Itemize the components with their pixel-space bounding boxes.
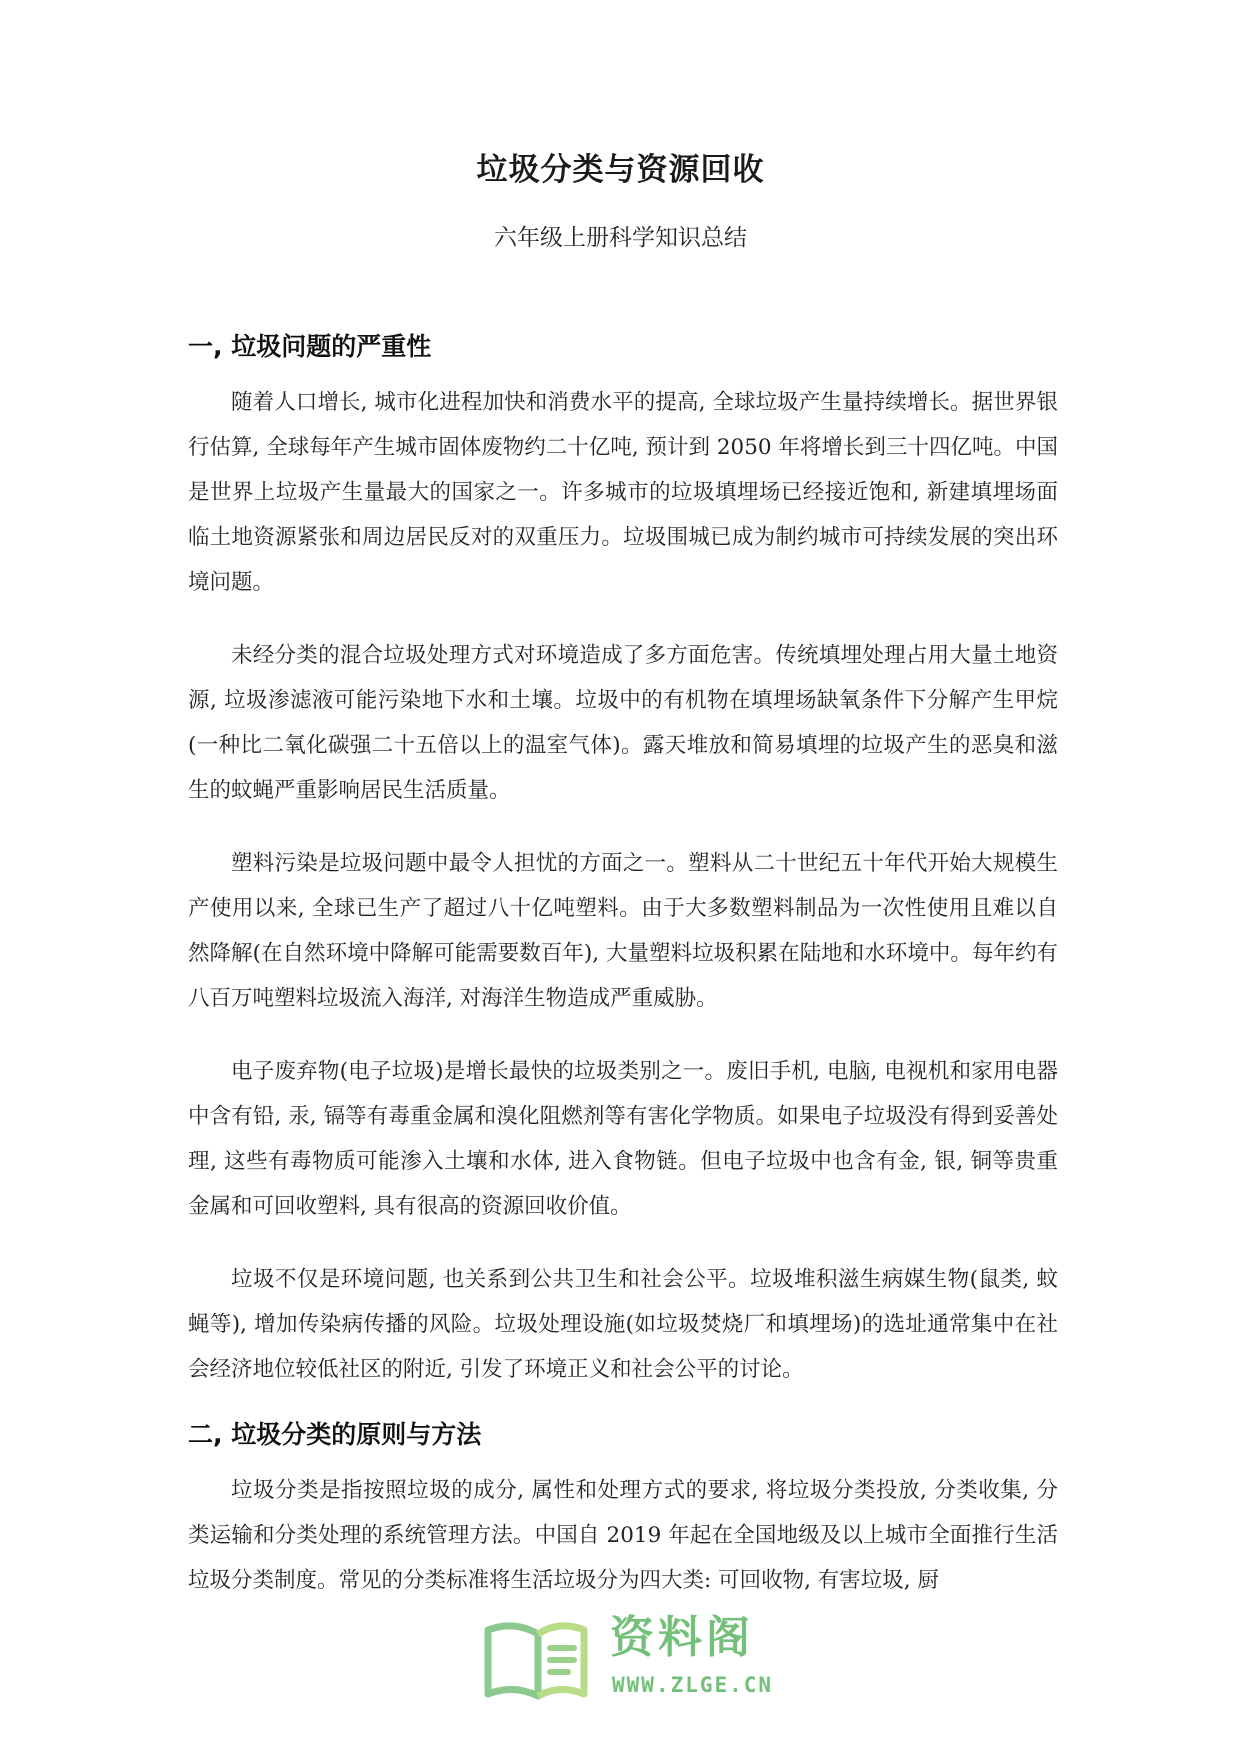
section-heading: 一, 垃圾问题的严重性 (188, 332, 432, 361)
paragraph: 随着人口增长, 城市化进程加快和消费水平的提高, 全球垃圾产生量持续增长。据世界银行估算, 全球每年产生城市固体废物约二十亿吨, 预计到 2050 年将增长到三十四亿吨。中国是世界上垃圾产生量最大的国家之一。许多城市的垃圾填埋场已经接近饱和, 新建填埋场面临土地资源紧张和周边居民反对的双重压力。垃圾围城已成为制约城市可持续发展的突出环境问题。 (188, 390, 1058, 595)
document-body (188, 328, 1058, 1631)
document-title: 垃圾分类与资源回收 (476, 152, 765, 188)
paragraph: 垃圾不仅是环境问题, 也关系到公共卫生和社会公平。垃圾堆积滋生病媒生物(鼠类, 蚊蝇等), 增加传染病传播的风险。垃圾处理设施(如垃圾焚烧厂和填埋场)的选址通常集中在社会经济地位较低社区的附近, 引发了环境正义和社会公平的讨论。 (188, 1267, 1058, 1382)
watermark-logo (480, 1608, 780, 1708)
section-heading: 二, 垃圾分类的原则与方法 (188, 1420, 482, 1449)
section-1 (188, 328, 1058, 1392)
paragraph: 垃圾分类是指按照垃圾的成分, 属性和处理方式的要求, 将垃圾分类投放, 分类收集, 分类运输和分类处理的系统管理方法。中国自 2019 年起在全国地级及以上城市全面推行生活垃圾分类制度。常见的分类标准将生活垃圾分为四大类: 可回收物, 有害垃圾, 厨 (188, 1478, 1058, 1593)
watermark-name: 资料阁 (610, 1612, 754, 1663)
section-2 (188, 1416, 1058, 1603)
watermark-url: WWW.ZLGE.CN (612, 1673, 774, 1697)
paragraph: 电子废弃物(电子垃圾)是增长最快的垃圾类别之一。废旧手机, 电脑, 电视机和家用电器中含有铅, 汞, 镉等有毒重金属和溴化阻燃剂等有害化学物质。如果电子垃圾没有得到妥善处理, 这些有毒物质可能渗入土壤和水体, 进入食物链。但电子垃圾中也含有金, 银, 铜等贵重金属和可回收塑料, 具有很高的资源回收价值。 (188, 1059, 1058, 1219)
document-subtitle: 六年级上册科学知识总结 (494, 225, 747, 251)
open-book-icon (480, 1608, 600, 1704)
paragraph: 未经分类的混合垃圾处理方式对环境造成了多方面危害。传统填埋处理占用大量土地资源, 垃圾渗滤液可能污染地下水和土壤。垃圾中的有机物在填埋场缺氧条件下分解产生甲烷(一种比二氧化碳强二十五倍以上的温室气体)。露天堆放和简易填埋的垃圾产生的恶臭和滋生的蚊蝇严重影响居民生活质量。 (188, 643, 1058, 803)
paragraph: 塑料污染是垃圾问题中最令人担忧的方面之一。塑料从二十世纪五十年代开始大规模生产使用以来, 全球已生产了超过八十亿吨塑料。由于大多数塑料制品为一次性使用且难以自然降解(在自然环境中降解可能需要数百年), 大量塑料垃圾积累在陆地和水环境中。每年约有八百万吨塑料垃圾流入海洋, 对海洋生物造成严重威胁。 (188, 851, 1058, 1011)
